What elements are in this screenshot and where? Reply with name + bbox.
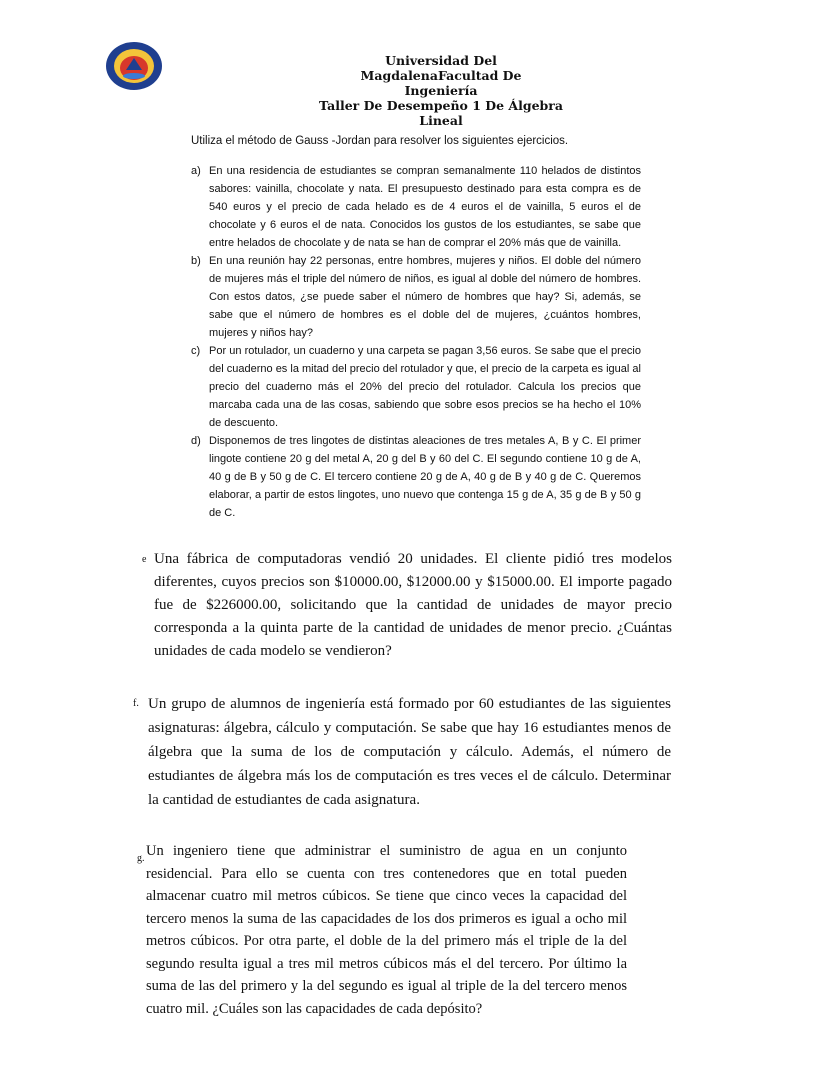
exercise-label: a) [191,165,201,177]
seal-wave [123,73,145,79]
exercise-text: En una reunión hay 22 personas, entre hombres, mujeres y niños. El doble del número de mujeres más el triple del número de niños, es igual al doble del número de hombres. Con estos datos, ¿se puede saber el número de hombres que hay? Si, además, se sabe que el número de hombres es el doble del de mujeres, ¿cuántos hombres, mujeres y niños hay? [209,255,641,339]
header-line-2: MagdalenaFacultad De [360,68,522,83]
exercise-text: Por un rotulador, un cuaderno y una carpeta se pagan 3,56 euros. Se sabe que el precio del cuaderno es la mitad del precio del rotulador y que, el precio de la carpeta es igual al precio del cuaderno más el 20% del precio del rotulador. Calcula los precios que marcaba cada una de las cosas, sabiendo que sobre esos precios se ha hecho el 10% de descuento. [209,345,641,429]
exercise-text: Un ingeniero tiene que administrar el suministro de agua en un conjunto residencial. Para ello se cuenta con tres contenedores que en total pueden almacenar cuatro mil metros cúbicos. Se tiene que cinco veces la capacidad del tercero menos la suma de las capacidades de los dos primeros es igual a ocho mil metros cúbicos. Por otra parte, el doble de la del primero más el triple de la del segundo resulta igual a tres mil metros cúbicos más el del tercero. Por último la suma de las del primero y la del segundo es igual al triple de la del tercero menos cuatro mil. ¿Cuáles son las capacidades de cada depósito? [146,843,627,1017]
exercise-c [191,342,641,432]
instructions: Utiliza el método de Gauss -Jordan para resolver los siguientes ejercicios. [191,135,569,147]
exercise-label: b) [191,255,201,267]
exercise-g [137,840,627,1020]
exercise-b [191,252,641,342]
header-line-3: Ingeniería [404,83,478,98]
exercise-text: Una fábrica de computadoras vendió 20 unidades. El cliente pidió tres modelos diferentes, cuyos precios son $10000.00, $12000.00 y $15000.00. El importe pagado fue de $226000.00, solicitando que la cantidad de unidades de mayor precio corresponda a la quinta parte de la cantidad de unidades de menor precio. ¿Cuántas unidades de cada modelo se vendieron? [154,551,672,659]
exercise-list [191,162,641,522]
exercise-text: Disponemos de tres lingotes de distintas aleaciones de tres metales A, B y C. El primer lingote contiene 20 g del metal A, 20 g del B y 60 del C. El segundo contiene 10 g de A, 40 g de B y 50 g de C. El tercero contiene 20 g de A, 40 g de B y 40 g de C. Queremos elaborar, a partir de estos lingotes, uno nuevo que contenga 15 g de A, 35 g de B y 50 g de C. [209,435,641,519]
header-line-1: Universidad Del [385,53,497,68]
exercise-e [142,548,672,663]
exercise-text: En una residencia de estudiantes se compran semanalmente 110 helados de distintos sabores: vainilla, chocolate y nata. El presupuesto destinado para esta compra es de 540 euros y el precio de cada helado es de 4 euros el de vainilla, 5 euros el de chocolate y 6 euros el de nata. Conocidos los gustos de los estudiantes, se sabe que entre helados de chocolate y de nata se han de comprar el 20% más que de vainilla. [209,165,641,249]
exercise-a [191,162,641,252]
exercise-label: f. [133,698,139,709]
exercise-label: e [142,554,147,565]
exercise-d [191,432,641,522]
document-header [300,53,582,128]
header-line-4: Taller De Desempeño 1 De Álgebra Lineal [319,98,563,128]
university-seal-icon [104,40,164,92]
exercise-label: g. [137,853,145,864]
exercise-f [133,692,671,812]
exercise-label: c) [191,345,201,357]
exercise-label: d) [191,435,201,447]
exercise-text: Un grupo de alumnos de ingeniería está formado por 60 estudiantes de las siguientes asignaturas: álgebra, cálculo y computación. Se sabe que hay 16 estudiantes menos de álgebra que la suma de los de computación y cálculo. Además, el número de estudiantes de álgebra más los de computación es tres veces el de cálculo. Determinar la cantidad de estudiantes de cada asignatura. [148,696,671,808]
